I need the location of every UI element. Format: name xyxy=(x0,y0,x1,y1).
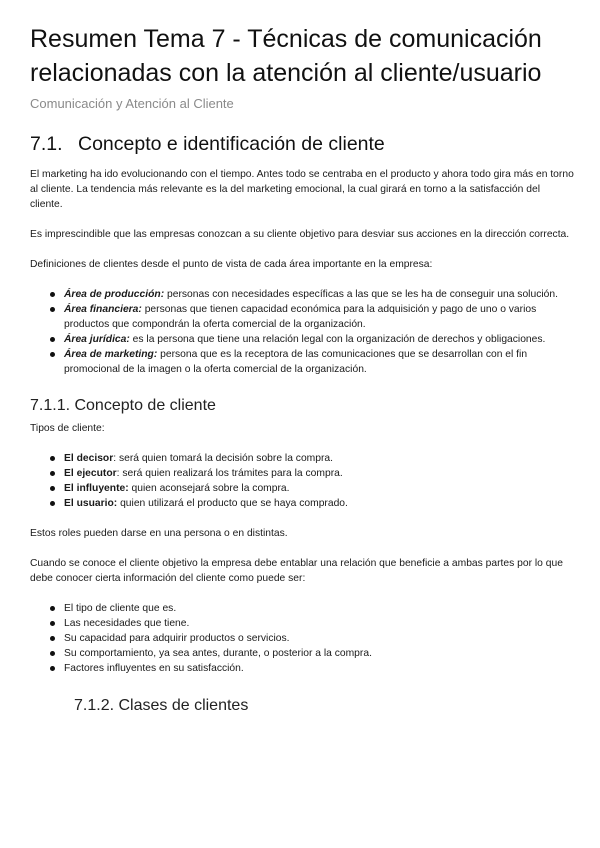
section-number: 7.1. xyxy=(30,133,63,155)
paragraph-marketing-evolution: El marketing ha ido evolucionando con el tiempo. Antes todo se centraba en el producto y ahora todo gira más en torno al cliente. La tendencia más relevante es la del marketing emocional, la cual girará en torno a la satisfacción del cliente. xyxy=(30,169,574,210)
list-item xyxy=(64,451,575,466)
list-item-text: personas que tienen capacidad económica para la adquisición y pago de uno o varios productos que compondrán la oferta comercial de la organización. xyxy=(64,304,537,330)
list-item-term: Área jurídica: xyxy=(64,334,130,345)
client-info-list xyxy=(30,601,575,676)
list-item-term: El decisor xyxy=(64,453,114,464)
list-item-text: persona que es la receptora de las comunicaciones que se desarrollan con el fin promocional de la imagen o la oferta comercial de la organización. xyxy=(64,349,528,375)
list-item-term: El influyente: xyxy=(64,483,129,494)
list-item-text: quien aconsejará sobre la compra. xyxy=(128,483,290,494)
list-item: Su comportamiento, ya sea antes, durante, o posterior a la compra. xyxy=(64,646,575,661)
list-item-term: El usuario: xyxy=(64,498,118,509)
list-item-term: Área de marketing: xyxy=(64,349,158,360)
list-item-text: es la persona que tiene una relación legal con la organización de derechos y obligaciones. xyxy=(129,334,546,345)
list-item xyxy=(64,466,575,481)
client-types-list xyxy=(30,451,575,511)
list-item-text: : será quien realizará los trámites para la compra. xyxy=(116,468,343,479)
document-subtitle: Comunicación y Atención al Cliente xyxy=(30,96,234,111)
section-heading-7-1-1: 7.1.1. Concepto de cliente xyxy=(30,397,216,414)
paragraph-definitions-intro: Definiciones de clientes desde el punto de vista de cada área importante en la empresa: xyxy=(30,259,433,270)
list-item-term: Área financiera: xyxy=(64,304,142,315)
section-title: Concepto e identificación de cliente xyxy=(78,133,385,155)
list-item-text: quien utilizará el producto que se haya comprado. xyxy=(117,498,348,509)
paragraph-client-info: Cuando se conoce el cliente objetivo la empresa debe entablar una relación que beneficie a ambas partes por lo que debe conocer cierta información del cliente como puede ser: xyxy=(30,558,563,584)
paragraph-target-client: Es imprescindible que las empresas conozcan a su cliente objetivo para desviar sus acciones en la dirección correcta. xyxy=(30,229,570,240)
section-heading-7-1-2: 7.1.2. Clases de clientes xyxy=(74,697,249,714)
list-item-text: : será quien tomará la decisión sobre la compra. xyxy=(113,453,333,464)
list-item xyxy=(64,481,575,496)
list-item: Su capacidad para adquirir productos o servicios. xyxy=(64,631,575,646)
document-title: Resumen Tema 7 - Técnicas de comunicación relacionadas con la atención al cliente/usuario xyxy=(30,25,542,87)
list-item-term: Área de producción: xyxy=(64,289,165,300)
list-item: El tipo de cliente que es. xyxy=(64,601,575,616)
paragraph-roles: Estos roles pueden darse en una persona o en distintas. xyxy=(30,528,288,539)
list-item xyxy=(64,302,575,332)
list-item: Las necesidades que tiene. xyxy=(64,616,575,631)
list-item xyxy=(64,287,575,302)
section-heading-7-1 xyxy=(30,131,575,157)
list-item xyxy=(64,347,575,377)
paragraph-client-types-intro: Tipos de cliente: xyxy=(30,423,105,434)
document-page xyxy=(30,22,575,717)
list-item xyxy=(64,496,575,511)
list-item: Factores influyentes en su satisfacción. xyxy=(64,661,575,676)
list-item-term: El ejecutor xyxy=(64,468,117,479)
area-definitions-list xyxy=(30,287,575,377)
list-item xyxy=(64,332,575,347)
list-item-text: personas con necesidades específicas a las que se les ha de conseguir una solución. xyxy=(164,289,558,300)
